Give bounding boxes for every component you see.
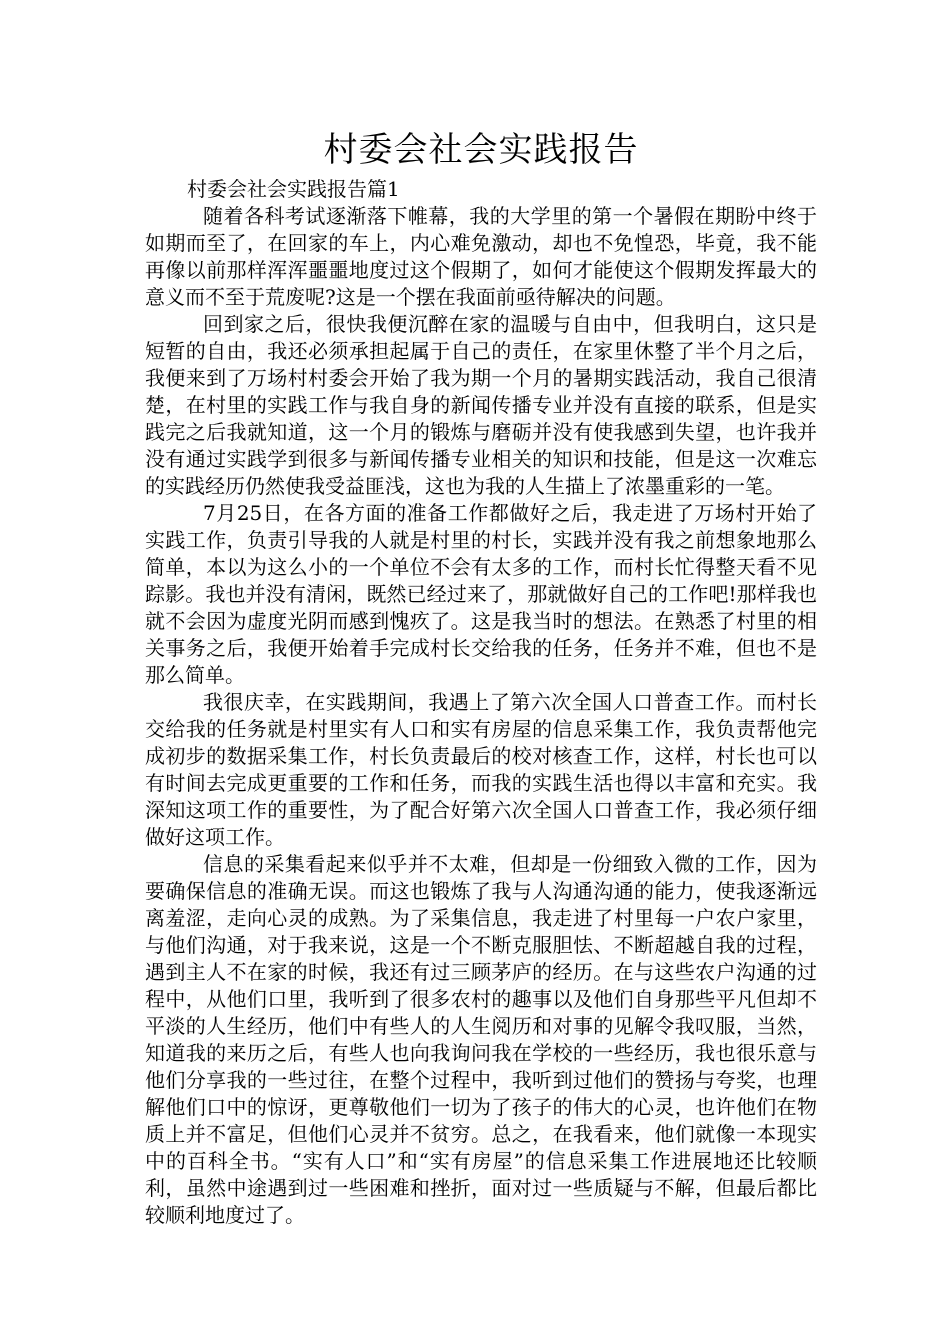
paragraph-3: 7月25日，在各方面的准备工作都做好之后，我走进了万场村开始了实践工作，负责引导我的人就是村里的村长，实践并没有我之前想象地那么简单，本以为这么小的一个单位不会有太多的工作，而村长忙得整天看不见踪影。我也并没有清闲，既然已经过来了，那就做好自己的工作吧!那样我也就不会因为虚度光阴而感到愧疚了。这是我当时的想法。在熟悉了村里的相关事务之后，我便开始着手完成村长交给我的任务，任务并不难，但也不是那么简单。 bbox=[145, 501, 817, 687]
paragraph-1: 随着各科考试逐渐落下帷幕，我的大学里的第一个暑假在期盼中终于如期而至了，在回家的车上，内心难免激动，却也不免惶恐，毕竟，我不能再像以前那样浑浑噩噩地度过这个假期了，如何才能使这个假期发挥最大的意义而不至于荒废呢?这是一个摆在我面前亟待解决的问题。 bbox=[145, 204, 817, 309]
section-heading: 村委会社会实践报告篇1 bbox=[187, 177, 400, 201]
document-page bbox=[145, 128, 817, 1229]
document-title: 村委会社会实践报告 bbox=[323, 130, 639, 170]
paragraph-4: 我很庆幸，在实践期间，我遇上了第六次全国人口普查工作。而村长交给我的任务就是村里实有人口和实有房屋的信息采集工作，我负责帮他完成初步的数据采集工作，村长负责最后的校对核查工作，这样，村长也可以有时间去完成更重要的工作和任务，而我的实践生活也得以丰富和充实。我深知这项工作的重要性，为了配合好第六次全国人口普查工作，我必须仔细做好这项工作。 bbox=[145, 690, 817, 849]
paragraph-5: 信息的采集看起来似乎并不太难，但却是一份细致入微的工作，因为要确保信息的准确无误。而这也锻炼了我与人沟通沟通的能力，使我逐渐远离羞涩，走向心灵的成熟。为了采集信息，我走进了村里每一户农户家里，与他们沟通，对于我来说，这是一个不断克服胆怯、不断超越自我的过程，遇到主人不在家的时候，我还有过三顾茅庐的经历。在与这些农户沟通的过程中，从他们口里，我听到了很多农村的趣事以及他们自身那些平凡但却不平淡的人生经历，他们中有些人的人生阅历和对事的见解令我叹服，当然，知道我的来历之后，有些人也向我询问我在学校的一些经历，我也很乐意与他们分享我的一些过往，在整个过程中，我听到过他们的赞扬与夸奖，也理解他们口中的惊讶，更尊敬他们一切为了孩子的伟大的心灵，也许他们在物质上并不富足，但他们心灵并不贫穷。总之，在我看来，他们就像一本现实中的百科全书。“实有人口”和“实有房屋”的信息采集工作进展地还比较顺利，虽然中途遇到过一些困难和挫折，面对过一些质疑与不解，但最后都比较顺利地度过了。 bbox=[145, 852, 817, 1227]
paragraph-2: 回到家之后，很快我便沉醉在家的温暖与自由中，但我明白，这只是短暂的自由，我还必须承担起属于自己的责任，在家里休整了半个月之后，我便来到了万场村村委会开始了我为期一个月的暑期实践活动，我自己很清楚，在村里的实践工作与我自身的新闻传播专业并没有直接的联系，但是实践完之后我就知道，这一个月的锻炼与磨砺并没有使我感到失望，也许我并没有通过实践学到很多与新闻传播专业相关的知识和技能，但是这一次难忘的实践经历仍然使我受益匪浅，这也为我的人生描上了浓墨重彩的一笔。 bbox=[145, 312, 817, 498]
